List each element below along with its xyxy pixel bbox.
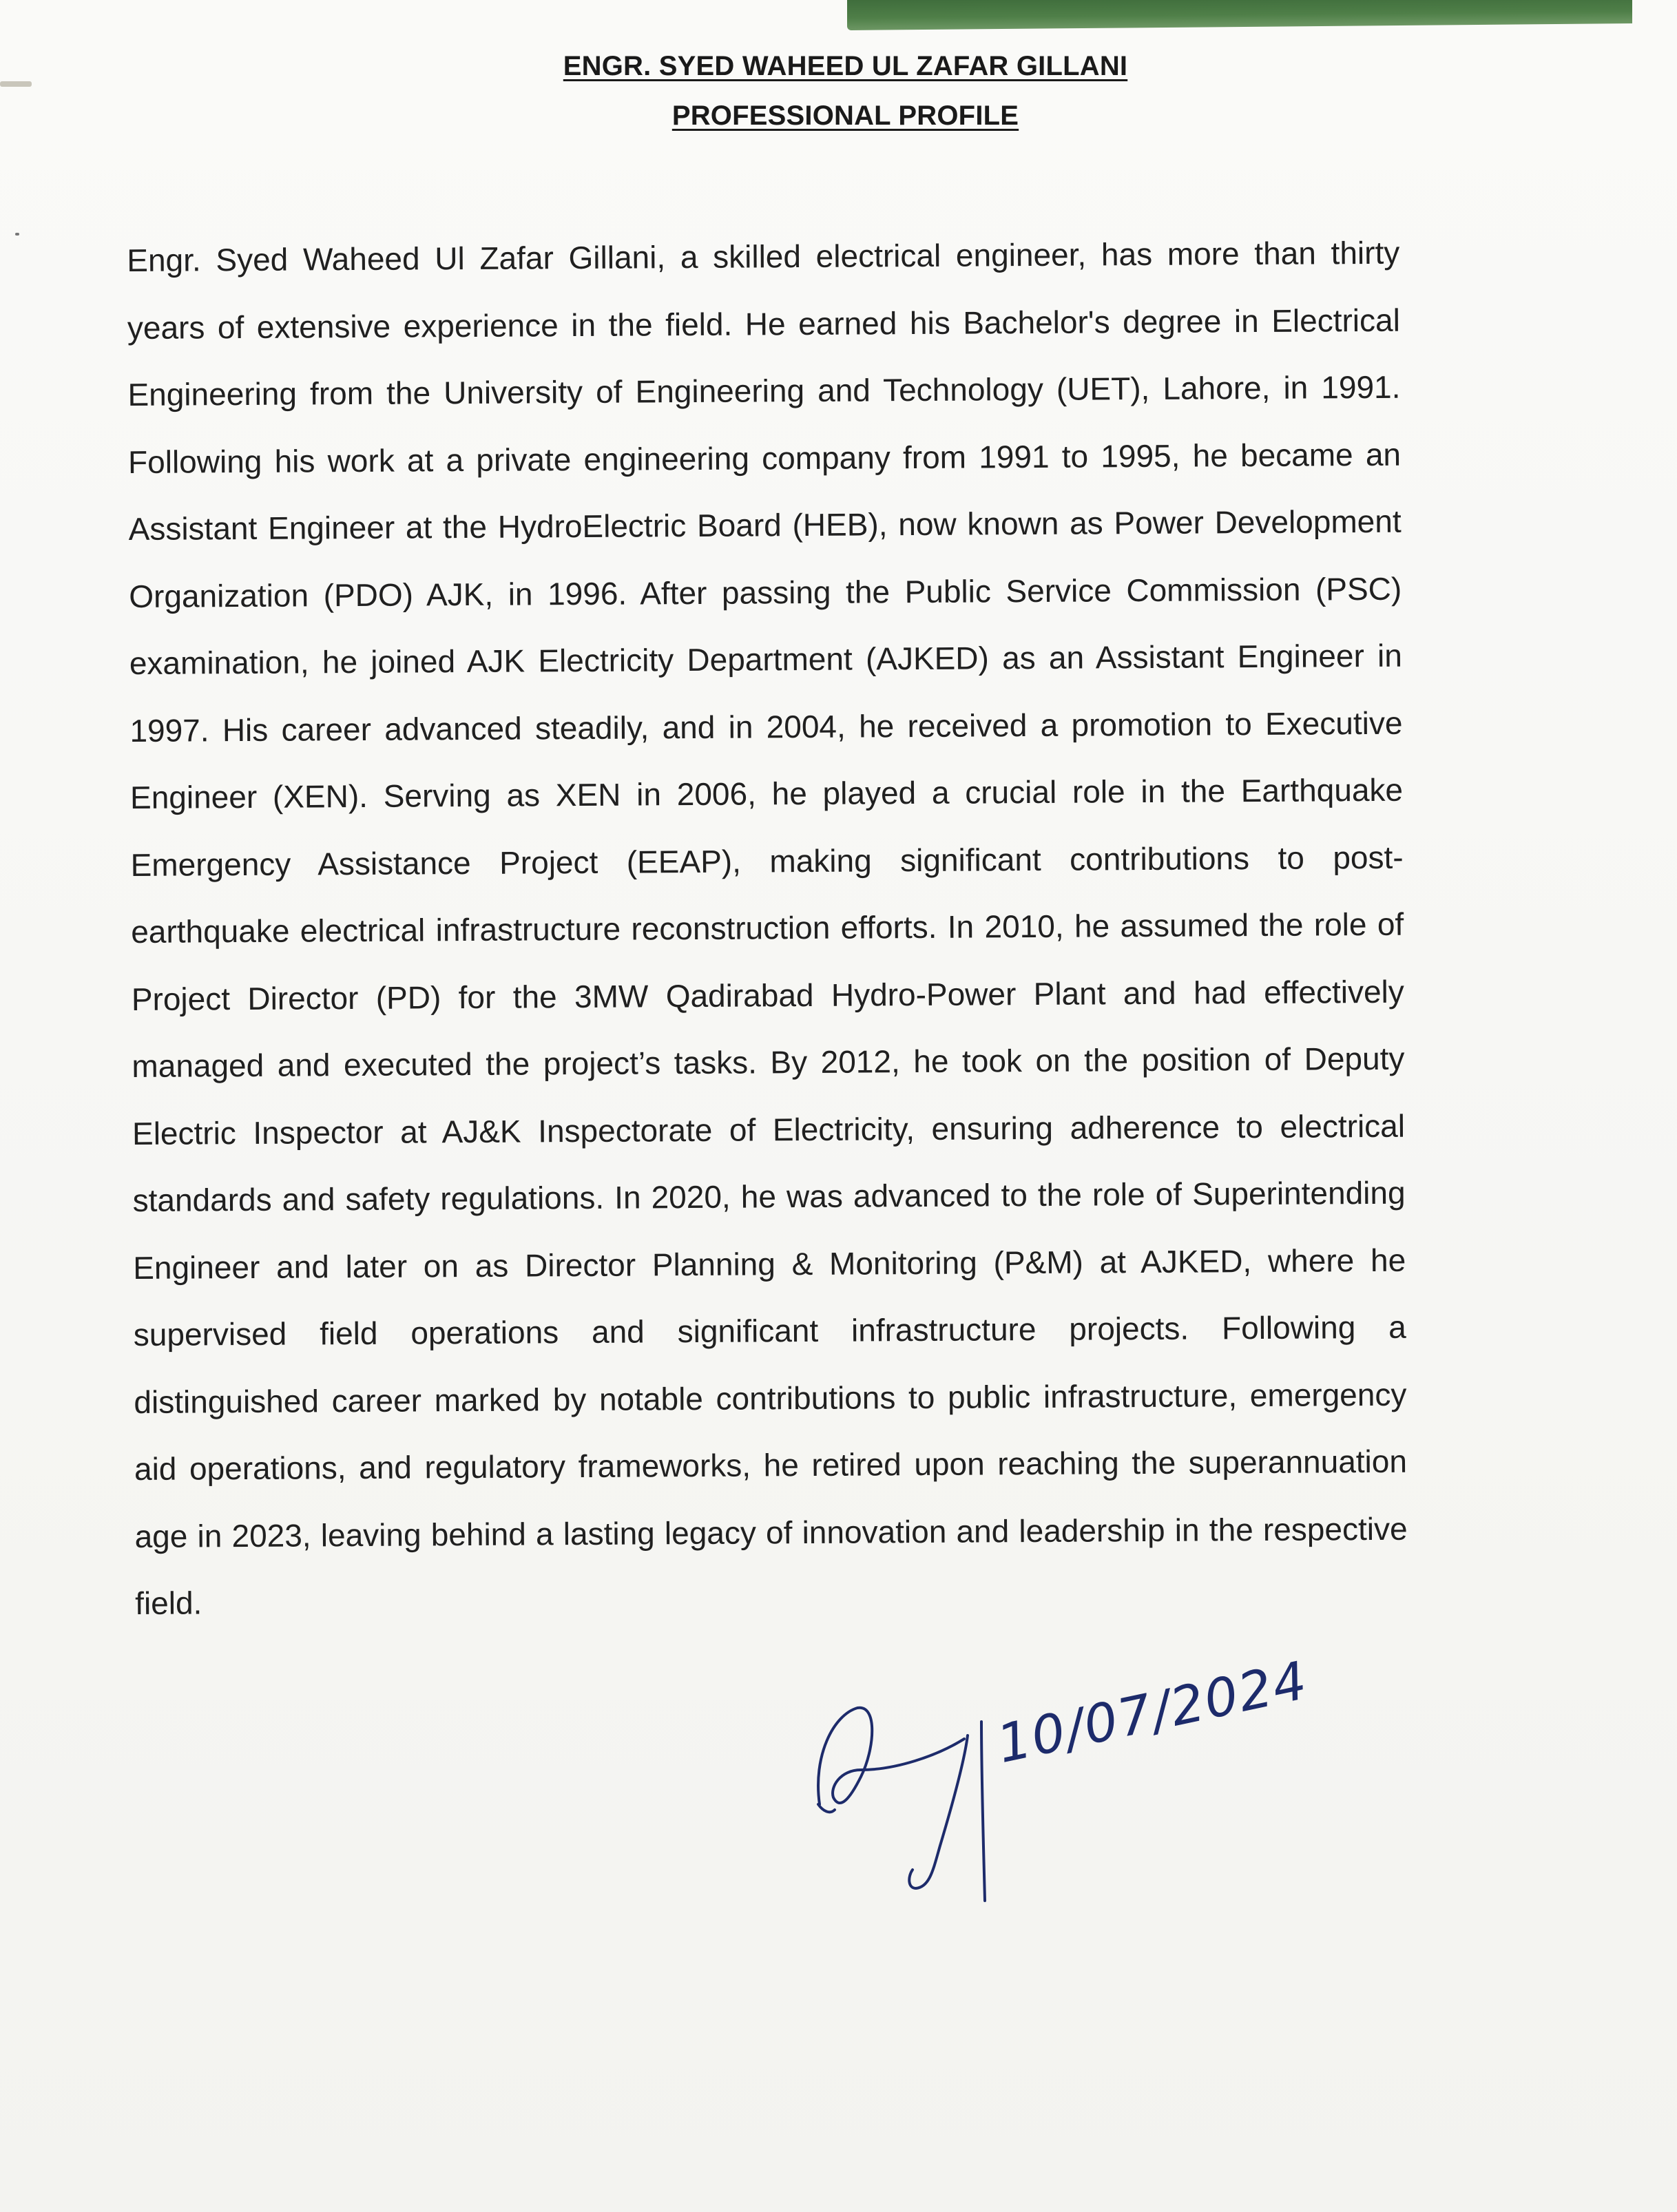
document-subtitle: PROFESSIONAL PROFILE [671, 101, 1019, 131]
paper-speck [15, 233, 19, 236]
handwritten-signature [792, 1649, 1315, 1935]
profile-paragraph: Engr. Syed Waheed Ul Zafar Gillani, a skilled electrical engineer, has more than thirty years of extensive experience in the field. He earned his Bachelor's degree in Electrical Engineering from the University of Engineering and Technology (UET), Lahore, in 1991. Following his work at a private engineering company from 1991 to 1995, he became an Assistant Engineer at the HydroElectric Board (HEB), now known as Power Development Organization (PDO) AJK, in 1996. After passing the Public Service Commission (PSC) examination, he joined AJK Electricity Department (AJKED) as an Assistant Engineer in 1997. His career advanced steadily, and in 2004, he received a promotion to Executive Engineer (XEN). Serving as XEN in 2006, he played a crucial role in the Earthquake Emergency Assistance Project (EEAP), making significant contributions to post-earthquake electrical infrastructure reconstruction efforts. In 2010, he assumed the role of Project Director (PD) for the 3MW Qadirabad Hydro-Power Plant and had effectively managed and executed the project’s tasks. By 2012, he took on the position of Deputy Electric Inspector at AJ&K Inspectorate of Electricity, ensuring adherence to electrical standards and safety regulations. In 2020, he was advanced to the role of Superintending Engineer and later on as Director Planning & Monitoring (P&M) at AJKED, where he supervised field operations and significant infrastructure projects. Following a distinguished career marked by notable contributions to public infrastructure, emergency aid operations, and regulatory frameworks, he retired upon reaching the superannuation age in 2023, leaving behind a lasting legacy of innovation and leadership in the respective field. [127, 234, 1408, 1621]
document-title: ENGR. SYED WAHEED UL ZAFAR GILLANI [563, 51, 1128, 81]
signature-date: 10/07/2024 [992, 1649, 1313, 1775]
green-folder-edge [847, 0, 1632, 30]
paper-edge-mark [0, 81, 32, 87]
